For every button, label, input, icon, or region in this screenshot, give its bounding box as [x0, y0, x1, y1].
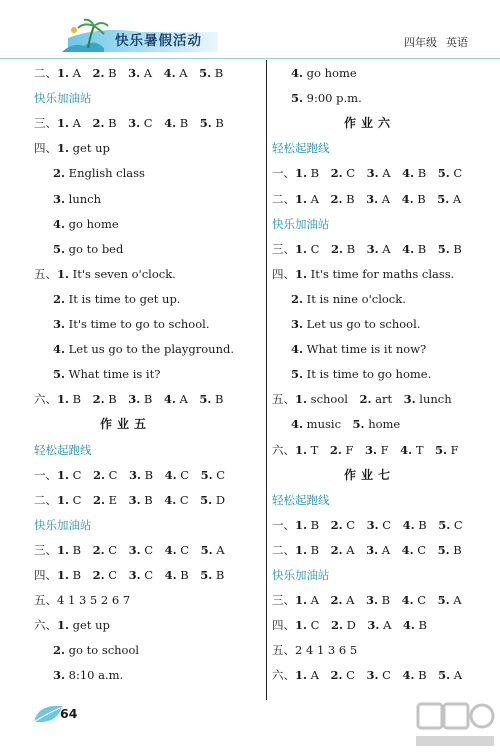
- answer-line: [291, 317, 420, 331]
- item-answer: B: [453, 542, 462, 557]
- item-answer: It's seven o'clock.: [72, 266, 176, 281]
- item-number: 1.: [295, 166, 308, 181]
- item-number: 3.: [366, 668, 379, 683]
- answer-line: [272, 518, 463, 532]
- item-number: 4.: [402, 241, 415, 256]
- item-answer: T: [310, 442, 319, 457]
- answer-line: [291, 417, 400, 431]
- answer-line: [272, 192, 461, 206]
- item-number: 3.: [128, 467, 141, 482]
- item-answer: B: [418, 618, 427, 633]
- item-answer: A: [453, 668, 463, 683]
- item-answer: B: [418, 668, 427, 683]
- item-answer: go to bed: [68, 241, 124, 256]
- item-number: 5.: [437, 191, 450, 206]
- item-number: 3.: [367, 618, 380, 633]
- item-number: 3.: [365, 593, 378, 608]
- section-heading: 轻松起跑线: [272, 492, 330, 507]
- question-label: 一、: [34, 467, 57, 482]
- answer-line: [34, 267, 176, 281]
- item-number: 2.: [330, 241, 343, 256]
- item-number: 5.: [200, 492, 213, 507]
- item-number: 3.: [128, 66, 141, 80]
- answer-line: [53, 668, 123, 682]
- item-number: 2.: [92, 492, 105, 507]
- answer-line: [272, 166, 462, 180]
- item-answer: English class: [68, 166, 145, 181]
- item-number: 2.: [92, 467, 105, 482]
- item-number: 3.: [366, 241, 379, 256]
- item-number: 2.: [330, 668, 343, 683]
- item-answer: B: [418, 517, 427, 532]
- item-number: 2.: [53, 291, 66, 306]
- item-number: 5.: [437, 166, 450, 181]
- answer-line: [34, 493, 225, 507]
- item-answer: B: [346, 241, 356, 256]
- item-number: 2.: [92, 392, 105, 407]
- section-heading: 轻松起跑线: [272, 141, 330, 156]
- item-answer: B: [108, 116, 117, 131]
- item-number: 4.: [53, 342, 66, 357]
- item-number: 5.: [199, 392, 212, 407]
- question-label: 三、: [272, 241, 295, 256]
- item-number: 2.: [291, 291, 304, 306]
- item-number: 1.: [57, 492, 70, 507]
- answer-line: [34, 568, 224, 582]
- item-number: 4.: [402, 517, 415, 532]
- item-number: 2.: [330, 618, 343, 633]
- item-answer: C: [382, 517, 392, 532]
- item-answer: B: [72, 392, 82, 407]
- item-answer: C: [310, 241, 320, 256]
- item-number: 3.: [366, 166, 379, 181]
- item-answer: B: [453, 241, 462, 256]
- item-number: 1.: [57, 568, 70, 582]
- question-label: 五、: [34, 266, 57, 281]
- item-answer: C: [417, 593, 427, 608]
- item-answer: B: [417, 241, 427, 256]
- item-answer: A: [381, 191, 391, 206]
- item-number: 3.: [128, 542, 141, 557]
- item-answer: A: [346, 542, 355, 557]
- item-number: 2.: [92, 568, 105, 582]
- answer-line: 五、2 4 1 3 6 5: [272, 643, 358, 658]
- item-answer: lunch: [68, 191, 102, 206]
- item-answer: T: [415, 442, 424, 457]
- answer-line: [53, 192, 101, 206]
- item-number: 4.: [402, 166, 415, 181]
- item-answer: B: [215, 568, 225, 582]
- item-number: 1.: [295, 517, 308, 532]
- subject-label: 英语: [446, 36, 468, 49]
- item-number: 5.: [291, 367, 304, 382]
- item-answer: A: [179, 392, 188, 407]
- item-number: 1.: [57, 66, 70, 80]
- item-number: 4.: [164, 116, 177, 131]
- item-answer: C: [453, 517, 463, 532]
- item-answer: art: [375, 392, 393, 407]
- item-answer: F: [380, 442, 389, 457]
- answer-line: [272, 668, 462, 682]
- item-answer: B: [108, 392, 117, 407]
- item-answer: B: [179, 116, 189, 131]
- item-number: 2.: [92, 66, 105, 80]
- item-answer: B: [215, 392, 224, 407]
- item-answer: C: [216, 467, 226, 482]
- item-number: 2.: [92, 116, 105, 131]
- item-answer: lunch: [419, 392, 452, 407]
- item-number: 1.: [57, 542, 70, 557]
- answer-line: [272, 392, 452, 406]
- item-number: 1.: [295, 266, 308, 281]
- section-heading: 快乐加油站: [272, 568, 330, 582]
- item-number: 4.: [402, 618, 415, 633]
- item-answer: A: [382, 166, 391, 181]
- item-answer: C: [180, 467, 190, 482]
- item-answer: F: [450, 442, 459, 457]
- item-number: 5.: [53, 367, 66, 382]
- answer-line: [291, 66, 357, 80]
- question-label: 四、: [34, 141, 57, 156]
- question-label: 二、: [272, 191, 295, 206]
- item-number: 4.: [291, 342, 304, 357]
- item-answer: Let us go to school.: [306, 317, 421, 331]
- item-answer: A: [310, 668, 319, 683]
- answer-line: [53, 292, 180, 306]
- item-number: 5.: [435, 442, 448, 457]
- item-answer: C: [179, 492, 189, 507]
- item-answer: D: [215, 492, 226, 507]
- item-number: 4.: [400, 442, 413, 457]
- item-answer: home: [368, 417, 401, 432]
- item-number: 3.: [53, 317, 66, 331]
- item-number: 1.: [57, 266, 70, 281]
- item-number: 1.: [295, 542, 308, 557]
- answer-line: [272, 242, 462, 256]
- item-answer: music: [306, 417, 342, 432]
- question-label: 三、: [34, 542, 57, 557]
- item-answer: B: [214, 66, 224, 80]
- answer-line: [34, 543, 225, 557]
- item-answer: C: [346, 166, 356, 181]
- item-answer: B: [72, 568, 82, 582]
- item-answer: B: [381, 593, 391, 608]
- answer-line: [34, 66, 223, 80]
- item-answer: go to school: [68, 643, 140, 658]
- item-number: 4.: [53, 216, 66, 231]
- item-number: 2.: [329, 442, 342, 457]
- item-answer: It is nine o'clock.: [306, 291, 406, 306]
- answer-line: [291, 91, 362, 105]
- item-answer: A: [143, 66, 153, 80]
- header-divider: [0, 58, 500, 59]
- item-answer: A: [310, 191, 319, 206]
- item-answer: A: [310, 593, 319, 608]
- section-heading: 快乐加油站: [34, 517, 92, 532]
- page-header: [0, 0, 500, 56]
- item-answer: It is time to get up.: [68, 291, 181, 306]
- answer-line: [53, 367, 160, 381]
- item-answer: go home: [68, 216, 119, 231]
- item-number: 5.: [352, 417, 365, 432]
- question-label: 五、: [272, 392, 295, 407]
- answer-line: 五、4 1 3 5 2 6 7: [34, 593, 131, 608]
- question-label: 六、: [34, 618, 57, 633]
- item-number: 5.: [437, 542, 450, 557]
- item-answer: C: [417, 542, 427, 557]
- item-number: 2.: [53, 166, 66, 181]
- item-number: 2.: [330, 517, 343, 532]
- item-answer: get up: [72, 141, 110, 156]
- item-answer: What time is it?: [68, 367, 161, 382]
- item-answer: B: [346, 191, 355, 206]
- item-answer: B: [215, 116, 224, 131]
- item-answer: C: [108, 568, 118, 582]
- item-answer: school: [310, 392, 348, 407]
- item-number: 1.: [295, 668, 308, 683]
- watermark-logo: [412, 700, 498, 750]
- item-number: 2.: [92, 542, 105, 557]
- item-number: 4.: [402, 668, 415, 683]
- question-label: 六、: [272, 668, 295, 683]
- item-number: 3.: [53, 191, 66, 206]
- question-label: 四、: [272, 266, 295, 281]
- item-number: 2.: [330, 542, 343, 557]
- item-answer: It's time for maths class.: [310, 266, 455, 281]
- answer-line: [272, 443, 459, 457]
- item-answer: B: [310, 166, 320, 181]
- item-number: 3.: [403, 392, 416, 407]
- column-divider: [266, 60, 267, 700]
- question-label: 一、: [272, 166, 295, 181]
- item-number: 5.: [200, 467, 213, 482]
- item-answer: B: [310, 542, 320, 557]
- item-answer: C: [310, 618, 320, 633]
- item-number: 4.: [163, 392, 176, 407]
- item-number: 3.: [128, 116, 141, 131]
- section-heading: 轻松起跑线: [34, 442, 92, 457]
- answer-line: [53, 643, 139, 657]
- item-answer: A: [381, 542, 391, 557]
- item-number: 2.: [53, 643, 66, 658]
- item-number: 4.: [401, 542, 414, 557]
- item-answer: B: [144, 467, 154, 482]
- item-number: 1.: [295, 392, 308, 407]
- item-number: 4.: [164, 467, 177, 482]
- item-answer: A: [179, 66, 188, 80]
- homework-title: 作业五: [100, 417, 152, 432]
- item-number: 5.: [437, 593, 450, 608]
- item-number: 4.: [401, 191, 414, 206]
- answer-line: [53, 242, 123, 256]
- item-answer: It's time to go to school.: [68, 317, 210, 331]
- item-number: 2.: [359, 392, 372, 407]
- item-answer: D: [346, 618, 356, 633]
- item-number: 4.: [401, 593, 414, 608]
- item-answer: A: [72, 66, 81, 80]
- item-number: 3.: [366, 191, 379, 206]
- item-answer: B: [144, 492, 153, 507]
- item-number: 5.: [438, 517, 451, 532]
- item-answer: A: [452, 191, 462, 206]
- item-number: 1.: [295, 191, 308, 206]
- question-label: 六、: [34, 392, 57, 407]
- item-answer: C: [382, 668, 391, 683]
- item-number: 3.: [128, 568, 141, 582]
- answer-line: [34, 116, 224, 130]
- item-number: 3.: [365, 442, 378, 457]
- item-number: 4.: [163, 66, 176, 80]
- item-answer: C: [346, 517, 356, 532]
- item-number: 2.: [330, 593, 343, 608]
- item-answer: C: [108, 542, 118, 557]
- item-answer: C: [144, 542, 154, 557]
- item-number: 5.: [199, 66, 212, 80]
- item-number: 2.: [330, 191, 343, 206]
- item-number: 1.: [57, 116, 70, 131]
- answer-line: [272, 593, 462, 607]
- item-answer: C: [180, 542, 190, 557]
- answer-line: [34, 141, 110, 155]
- item-answer: F: [345, 442, 354, 457]
- item-answer: B: [180, 568, 189, 582]
- item-number: 3.: [366, 542, 379, 557]
- item-answer: C: [453, 166, 463, 181]
- answer-line: [34, 468, 225, 482]
- item-number: 5.: [200, 542, 213, 557]
- item-answer: C: [72, 492, 82, 507]
- answer-line: [53, 217, 119, 231]
- item-answer: A: [453, 593, 462, 608]
- answer-line: [272, 618, 427, 632]
- item-number: 4.: [164, 492, 177, 507]
- item-number: 5.: [437, 241, 450, 256]
- item-answer: B: [108, 66, 117, 80]
- answer-line: [53, 317, 210, 331]
- item-answer: E: [108, 492, 118, 507]
- item-answer: Let us go to the playground.: [68, 342, 234, 357]
- page-number: 64: [60, 706, 78, 721]
- question-label: 二、: [272, 542, 295, 557]
- question-label: 三、: [272, 593, 295, 608]
- question-label: 二、: [34, 66, 57, 80]
- answer-line: [272, 543, 462, 557]
- item-answer: C: [346, 668, 355, 683]
- answer-line: [291, 367, 431, 381]
- item-answer: C: [144, 568, 154, 582]
- item-number: 5.: [200, 568, 213, 582]
- question-label: 四、: [272, 618, 295, 633]
- item-number: 1.: [295, 593, 308, 608]
- answer-line: [53, 342, 234, 356]
- answer-line: [291, 292, 406, 306]
- item-number: 5.: [438, 668, 451, 683]
- item-number: 1.: [295, 618, 308, 633]
- item-answer: 8:10 a.m.: [68, 668, 124, 683]
- item-answer: 9:00 p.m.: [306, 91, 362, 106]
- item-number: 1.: [57, 618, 70, 633]
- answer-line: [291, 342, 426, 356]
- item-answer: What time is it now?: [306, 342, 427, 357]
- item-number: 3.: [366, 517, 379, 532]
- homework-title: 作业七: [344, 467, 396, 482]
- question-label: 四、: [34, 568, 57, 582]
- item-answer: It is time to go home.: [306, 367, 432, 382]
- item-answer: B: [417, 166, 427, 181]
- answer-line: [34, 392, 223, 406]
- section-heading: 快乐加油站: [272, 216, 330, 231]
- item-number: 1.: [57, 141, 70, 156]
- item-number: 5.: [291, 91, 304, 106]
- grade-label: 四年级: [404, 36, 437, 49]
- item-answer: C: [72, 467, 82, 482]
- item-answer: B: [72, 542, 82, 557]
- item-number: 3.: [291, 317, 304, 331]
- item-number: 3.: [128, 392, 141, 407]
- item-answer: B: [310, 517, 320, 532]
- item-number: 1.: [57, 467, 70, 482]
- item-answer: B: [143, 392, 153, 407]
- item-number: 5.: [199, 116, 212, 131]
- book-title: 快乐暑假活动: [115, 33, 202, 49]
- item-answer: A: [382, 241, 391, 256]
- item-answer: C: [108, 467, 118, 482]
- question-label: 二、: [34, 492, 57, 507]
- item-answer: B: [417, 191, 426, 206]
- item-answer: A: [346, 593, 355, 608]
- item-answer: A: [216, 542, 225, 557]
- item-answer: get up: [72, 618, 110, 633]
- item-answer: go home: [306, 66, 357, 80]
- item-answer: A: [383, 618, 392, 633]
- item-number: 4.: [291, 417, 304, 432]
- item-answer: A: [72, 116, 81, 131]
- question-label: 六、: [272, 442, 295, 457]
- item-number: 2.: [330, 166, 343, 181]
- answer-line: [53, 166, 145, 180]
- item-number: 1.: [295, 241, 308, 256]
- item-number: 4.: [164, 568, 177, 582]
- item-number: 4.: [291, 66, 304, 80]
- item-number: 4.: [164, 542, 177, 557]
- item-number: 3.: [128, 492, 141, 507]
- homework-title: 作业六: [344, 116, 396, 131]
- answer-line: [272, 267, 454, 281]
- item-number: 3.: [53, 668, 66, 683]
- item-number: 5.: [53, 241, 66, 256]
- question-label: 三、: [34, 116, 57, 131]
- question-label: 一、: [272, 517, 295, 532]
- section-heading: 快乐加油站: [34, 91, 92, 106]
- item-number: 1.: [57, 392, 70, 407]
- item-answer: C: [143, 116, 153, 131]
- answer-line: [34, 618, 110, 632]
- item-number: 1.: [295, 442, 308, 457]
